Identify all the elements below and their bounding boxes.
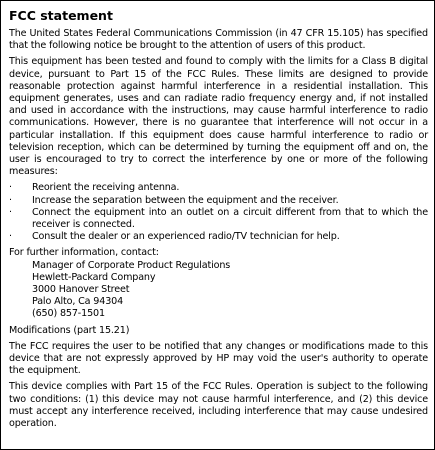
compliance-paragraph: This equipment has been tested and found to comply with the limits for a Class B digital device, pursuant to Part 15 of the FCC Rules. These limits are designed to provide reasonable protection against harmful interference in a residential installation. This equipment generates, uses and can radiate radio frequency energy and, if not installed and used in accordance with the instructions, may cause harmful interference to radio communications. However, there is no guarantee that interference will not occur in a particular installation. If this equipment does cause harmful interference to radio or television reception, which can be determined by turning the equipment off and on, the user is encouraged to try to correct the interference by one or more of the following measures: (9, 56, 428, 178)
contact-line: (650) 857-1501 (32, 308, 105, 320)
list-item-text: Consult the dealer or an experienced radio/TV technician for help. (32, 231, 340, 243)
statement-title: FCC statement (9, 8, 113, 23)
measures-list (9, 182, 428, 243)
bullet-marker: · (9, 194, 12, 206)
contact-heading: For further information, contact: (9, 247, 159, 259)
bullet-marker: · (9, 231, 12, 243)
contact-line: 3000 Hanover Street (32, 284, 130, 296)
statement-content (9, 8, 428, 434)
bullet-marker: · (9, 182, 12, 194)
list-item (9, 182, 428, 194)
contact-line: Palo Alto, Ca 94304 (32, 296, 124, 308)
list-item-text: Increase the separation between the equipment and the receiver. (32, 194, 339, 206)
modifications-heading: Modifications (part 15.21) (9, 324, 130, 336)
intro-paragraph: The United States Federal Communications Commission (in 47 CFR 15.105) has specified that the following notice be brought to the attention of users of this product. (9, 28, 428, 52)
modifications-paragraph: The FCC requires the user to be notified that any changes or modifications made to this device that are not expressly approved by HP may void the user's authority to operate the equipment. (9, 340, 428, 377)
bullet-marker: · (9, 206, 12, 218)
contact-line: Hewlett-Packard Company (32, 271, 156, 283)
list-item (9, 207, 428, 231)
list-item (9, 231, 428, 243)
list-item (9, 195, 428, 207)
contact-line: Manager of Corporate Product Regulations (32, 259, 231, 271)
contact-address (9, 260, 428, 321)
list-item-text: Connect the equipment into an outlet on a circuit different from that to which the receiver is connected. (32, 206, 428, 231)
list-item-text: Reorient the receiving antenna. (32, 182, 180, 194)
conditions-paragraph: This device complies with Part 15 of the FCC Rules. Operation is subject to the following two conditions: (1) this device may not cause harmful interference, and (2) this device must accept any interference received, including interference that may cause undesired operation. (9, 381, 428, 430)
